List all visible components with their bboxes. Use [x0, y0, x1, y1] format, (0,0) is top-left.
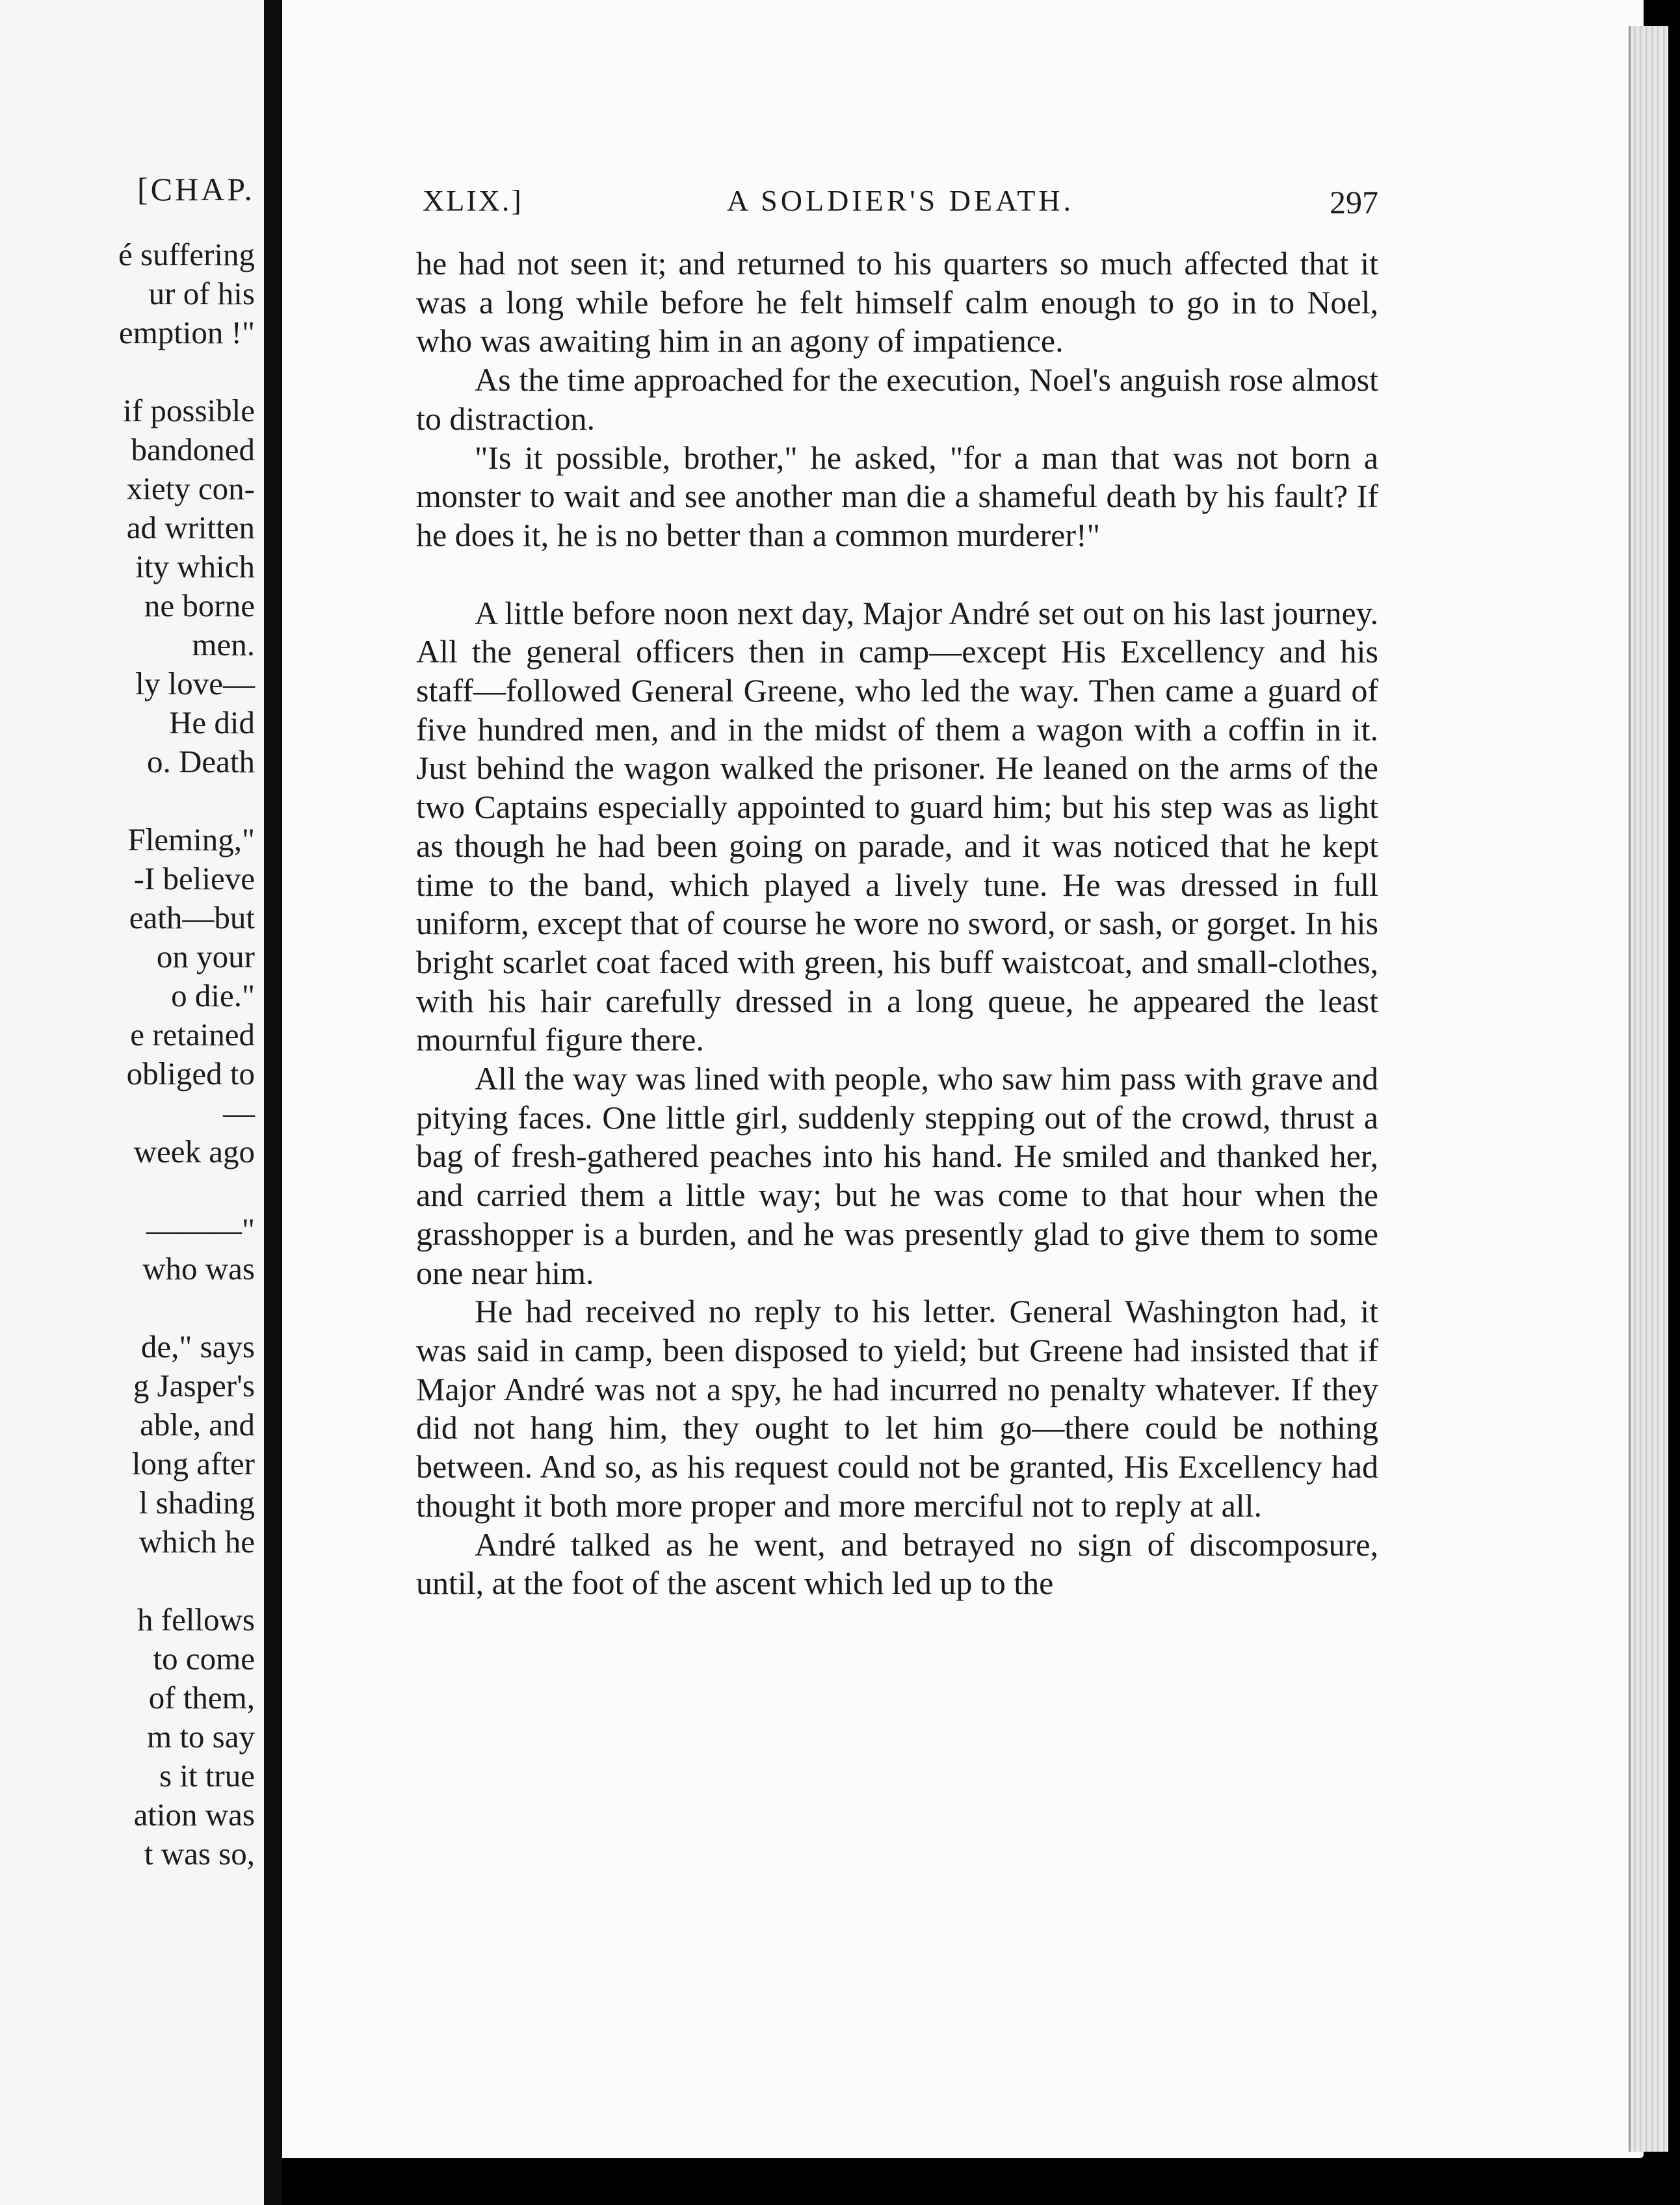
facing-page-line: o die."	[171, 978, 255, 1013]
facing-page-line: e retained	[130, 1017, 255, 1052]
paragraph: As the time approached for the execution, Noel's anguish rose almost to distraction.	[416, 361, 1378, 437]
facing-page-text	[0, 235, 255, 1873]
facing-page-line: ly love—	[135, 666, 255, 701]
facing-page-line: é suffering	[118, 237, 255, 272]
paragraph: he had not seen it; and returned to his quarters so much affected that it was a long while before he felt himself calm enough to go in to Noel, who was awaiting him in an agony of impatience.	[416, 245, 1378, 359]
facing-page-line: g Jasper's	[133, 1368, 255, 1403]
facing-page-line: h fellows	[137, 1602, 255, 1637]
paragraph: All the way was lined with people, who saw him pass with grave and pitying faces. One little girl, suddenly stepping out of the crowd, thrust a bag of fresh-gathered peaches into his hand. He smiled and thanked her, and carried them a little way; but he was come to that hour when the grasshopper is a burden, and he was presently glad to give them to some one near him.	[416, 1060, 1378, 1291]
facing-page-line: ———"	[146, 1212, 255, 1247]
facing-page-line: obliged to	[126, 1056, 255, 1091]
facing-page-line: ity which	[135, 549, 255, 584]
facing-page-line: xiety con-	[126, 471, 255, 506]
paragraph: André talked as he went, and betrayed no sign of discomposure, until, at the foot of the ascent which led up to the	[416, 1526, 1378, 1602]
facing-page-line: men.	[192, 627, 255, 662]
paragraph: He had received no reply to his letter. General Washington had, it was said in camp, been disposed to yield; but Greene had insisted that if Major André was not a spy, he had incurred no penalty whatever. If they did not hang him, they ought to let him go—there could be nothing between. And so, as his request could not be granted, His Excellency had thought it both more proper and more merciful not to reply at all.	[416, 1293, 1378, 1524]
facing-page-line: if possible	[123, 393, 255, 428]
facing-page-line: s it true	[159, 1758, 255, 1794]
running-head	[423, 183, 1378, 222]
facing-page-line: to come	[153, 1641, 255, 1677]
facing-page-line: week ago	[133, 1134, 255, 1169]
facing-page-line: of them,	[148, 1680, 255, 1716]
facing-page-line: l shading	[138, 1485, 255, 1520]
facing-page-line: able, and	[140, 1407, 255, 1442]
chapter-title: A SOLDIER'S DEATH.	[726, 184, 1075, 217]
facing-page-line: ad written	[126, 510, 255, 545]
facing-page-line	[0, 781, 255, 820]
facing-page-line: He did	[169, 705, 255, 740]
paragraph: A little before noon next day, Major André set out on his last journey. All the general officers then in camp—except His Excellency and his staff—followed General Greene, who led the way. Then came a guard of five hundred men, and in the midst of them a wagon with a coffin in it. Just behind the wagon walked the prisoner. He leaned on the arms of the two Captains especially appointed to guard him; but his step was as light as though he had been going on parade, and it was noticed that he kept time to the band, which played a lively tune. He was dressed in full uniform, except that of course he wore no sword, or sash, or gorget. In his bright scarlet coat faced with green, his buff waistcoat, and small-clothes, with his hair carefully dressed in a long queue, he appeared the least mournful figure there.	[416, 594, 1378, 1058]
facing-page-line	[0, 1288, 255, 1327]
facing-page-line: bandoned	[131, 432, 255, 467]
facing-page-line: long after	[131, 1446, 255, 1481]
facing-page-header: [CHAP.	[137, 171, 255, 207]
facing-page-line: —	[223, 1095, 255, 1130]
facing-page-line: ation was	[133, 1797, 255, 1833]
book-gutter	[264, 0, 282, 2205]
facing-page-line: ne borne	[144, 588, 255, 623]
facing-page-line: ur of his	[148, 276, 255, 311]
facing-page-line: on your	[156, 939, 255, 974]
facing-page-line: which he	[138, 1524, 255, 1559]
paragraph: "Is it possible, brother," he asked, "for a man that was not born a monster to wait and see another man die a shameful death by his fault? If he does it, he is no better than a common murderer!"	[416, 439, 1378, 553]
chapter-number: XLIX.]	[423, 184, 523, 217]
facing-page	[0, 0, 264, 2205]
facing-page-line: -I believe	[133, 861, 255, 896]
facing-page-line: eath—but	[129, 900, 255, 935]
facing-page-line: emption !"	[118, 315, 255, 350]
facing-page-line: t was so,	[144, 1836, 255, 1872]
facing-page-line: o. Death	[147, 744, 255, 779]
page-edges	[1629, 26, 1668, 2152]
facing-page-line	[0, 352, 255, 391]
facing-page-line: who was	[142, 1251, 255, 1286]
facing-page-line: de," says	[140, 1329, 255, 1364]
facing-page-line: Fleming,"	[127, 822, 255, 857]
page-number: 297	[1330, 184, 1378, 220]
facing-page-line	[0, 1561, 255, 1600]
body-text	[416, 244, 1378, 1603]
facing-page-line: m to say	[146, 1719, 255, 1755]
facing-page-line	[0, 1171, 255, 1210]
